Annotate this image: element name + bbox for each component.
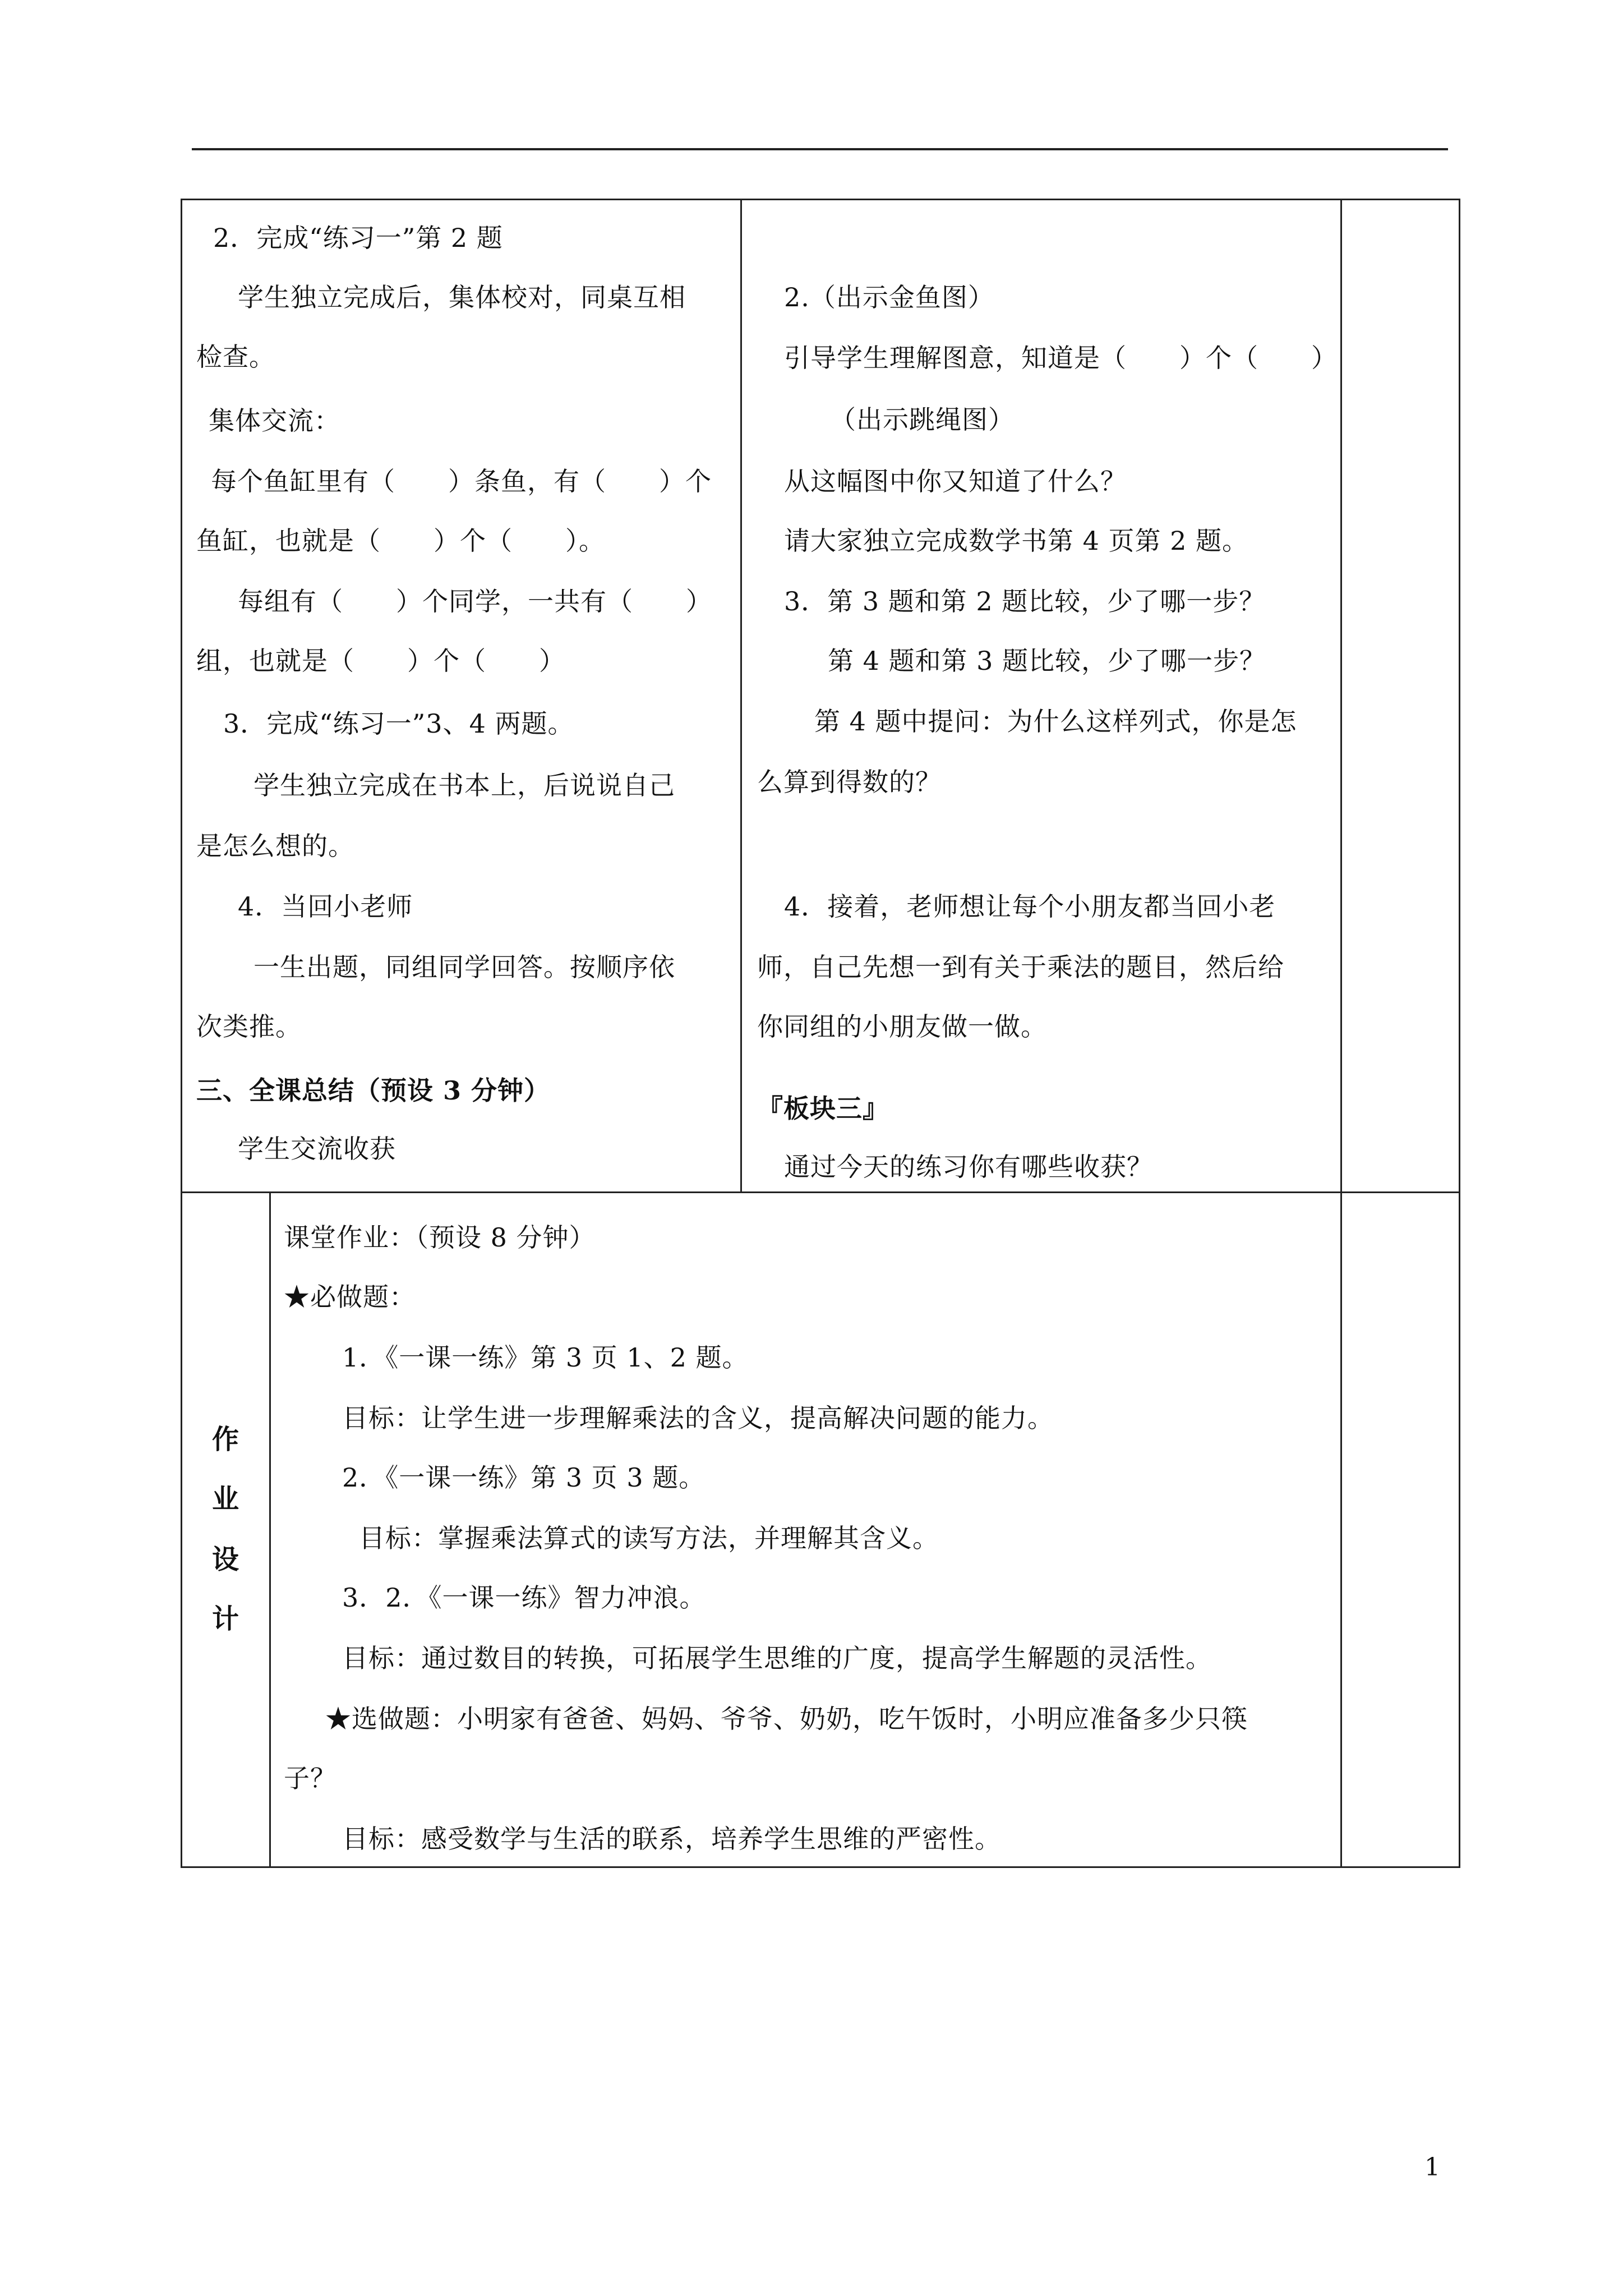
homework-line: 课堂作业：（预设 8 分钟） (284, 1222, 596, 1253)
column-divider-middle (740, 199, 742, 1193)
homework-line: 3．2．《一课一练》智力冲浪。 (342, 1582, 706, 1613)
homework-required-heading: ★必做题： (284, 1282, 416, 1312)
left-line: 鱼缸，也就是（ ）个（ ）。 (196, 526, 605, 556)
right-line: 师，自己先想一到有关于乘法的题目，然后给 (757, 952, 1284, 982)
left-line: 学生独立完成在书本上，后说说自己 (253, 770, 675, 800)
right-line: 从这幅图中你又知道了什么？ (784, 466, 1127, 496)
left-line: 每组有（ ）个同学，一共有（ ） (238, 586, 712, 616)
right-line: 么算到得数的？ (757, 767, 942, 797)
homework-line: 目标：通过数目的转换，可拓展学生思维的广度，提高学生解题的灵活性。 (342, 1643, 1212, 1673)
homework-line: 目标：掌握乘法算式的读写方法，并理解其含义。 (359, 1523, 939, 1553)
right-line: 第 4 题和第 3 题比较，少了哪一步？ (828, 646, 1266, 676)
right-line: （出示跳绳图） (830, 404, 1015, 435)
homework-line: 子？ (284, 1763, 336, 1793)
homework-label-char: 设 (211, 1544, 239, 1575)
left-line: 学生独立完成后，集体校对，同桌互相 (238, 282, 686, 312)
right-line: 4．接着，老师想让每个小朋友都当回小老 (784, 891, 1276, 922)
homework-label-char: 业 (211, 1483, 239, 1515)
homework-optional-line: ★选做题：小明家有爸爸、妈妈、爷爷、奶奶，吃午饭时，小明应准备多少只筷 (325, 1704, 1248, 1734)
column-divider-notes (1340, 199, 1342, 1868)
right-line: 通过今天的练习你有哪些收获？ (784, 1152, 1153, 1182)
block-heading: 『板块三』 (757, 1093, 889, 1124)
right-line: 你同组的小朋友做一做。 (757, 1011, 1047, 1042)
left-line: 2．完成“练习一”第 2 题 (213, 223, 503, 253)
left-line: 是怎么想的。 (196, 831, 354, 861)
page-number: 1 (1424, 2153, 1440, 2182)
header-rule (192, 148, 1448, 150)
left-line: 一生出题，同组同学回答。按顺序依 (253, 952, 675, 982)
homework-line: 目标：感受数学与生活的联系，培养学生思维的严密性。 (342, 1824, 1001, 1854)
left-line: 4．当回小老师 (238, 891, 413, 922)
left-line: 检查。 (196, 342, 275, 372)
right-line: 引导学生理解图意，知道是（ ）个（ ） (784, 343, 1338, 373)
homework-label-divider (269, 1191, 271, 1868)
homework-line: 目标：让学生进一步理解乘法的含义，提高解决问题的能力。 (342, 1403, 1054, 1433)
left-line: 次类推。 (196, 1011, 302, 1042)
left-line: 每个鱼缸里有（ ）条鱼，有（ ）个 (211, 466, 712, 496)
homework-label-char: 计 (211, 1603, 239, 1635)
left-line: 3．完成“练习一”3、4 两题。 (223, 708, 574, 739)
section-heading-summary: 三、全课总结（预设 3 分钟） (196, 1075, 551, 1106)
homework-line: 1．《一课一练》第 3 页 1、2 题。 (342, 1342, 749, 1373)
right-line: 3．第 3 题和第 2 题比较，少了哪一步？ (784, 586, 1266, 616)
right-line: 请大家独立完成数学书第 4 页第 2 题。 (784, 526, 1249, 556)
left-line: 学生交流收获 (238, 1134, 396, 1164)
right-line: 2.（出示金鱼图） (784, 282, 994, 312)
left-line: 组，也就是（ ）个（ ） (196, 646, 565, 676)
right-line: 第 4 题中提问：为什么这样列式，你是怎 (814, 706, 1297, 737)
left-line: 集体交流： (209, 406, 340, 436)
homework-label-char: 作 (211, 1424, 239, 1455)
row-divider (181, 1191, 1460, 1193)
homework-line: 2．《一课一练》第 3 页 3 题。 (342, 1462, 706, 1493)
